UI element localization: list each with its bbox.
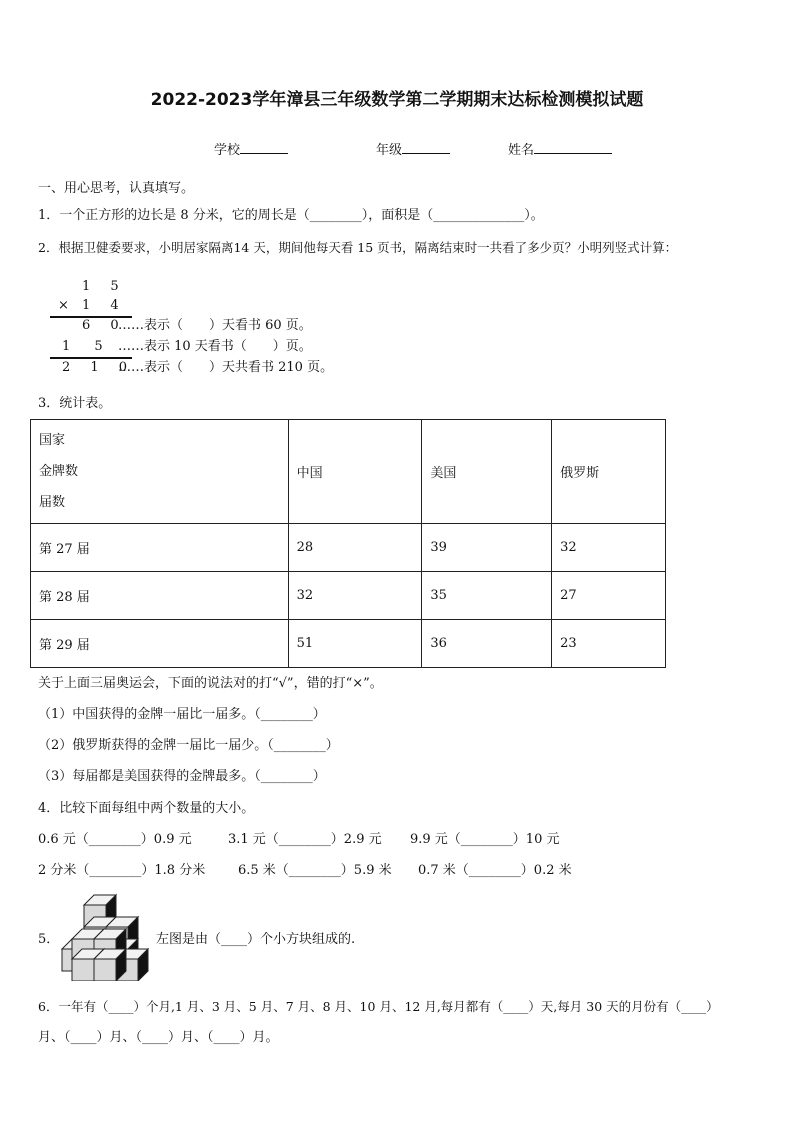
diagonal-header-cell	[31, 420, 289, 524]
row-label: 第 28 届	[31, 572, 289, 620]
compare-item: 0.7 米（________）0.2 米	[418, 863, 572, 878]
table-header-row	[31, 420, 666, 524]
question-5-text: 左图是由（____）个小方块组成的.	[156, 932, 356, 947]
times-sign: ×	[58, 298, 69, 313]
name-label: 姓名	[508, 143, 535, 158]
question-4: 4．比较下面每组中两个数量的大小。	[38, 801, 255, 816]
question-6-line-2: 月、（____）月、（____）月、（____）月。	[38, 1030, 279, 1045]
table-cell: 32	[552, 524, 666, 572]
question-2: 2．根据卫健委要求，小明居家隔离14 天，期间他每天看 15 页书，隔离结束时一共看了多少页？小明列竖式计算：	[38, 240, 678, 255]
grade-field	[376, 140, 450, 159]
column-header-usa: 美国	[422, 420, 552, 524]
column-header-russia: 俄罗斯	[552, 420, 666, 524]
vm-row-4: 1 5	[62, 339, 113, 354]
page-title: 2022-2023学年漳县三年级数学第二学期期末达标检测模拟试题	[150, 90, 644, 110]
grade-blank[interactable]	[402, 140, 450, 154]
table-cell: 51	[288, 620, 422, 668]
table-cell: 36	[422, 620, 552, 668]
vm-row-3: 6 0	[82, 318, 127, 333]
question-3-intro: 关于上面三届奥运会，下面的说法对的打“√”，错的打“×”。	[38, 676, 383, 691]
vm-note-3: ……表示（ ）天看书 60 页。	[118, 318, 312, 333]
table-cell: 39	[422, 524, 552, 572]
medal-table	[30, 419, 666, 668]
question-5-number: 5．	[38, 932, 60, 947]
question-3-item-1: （1）中国获得的金牌一届比一届多。（________）	[38, 707, 326, 722]
vm-divider-2	[50, 357, 132, 359]
question-3-item-3: （3）每届都是美国获得的金牌最多。（________）	[38, 769, 326, 784]
compare-item: 3.1 元（________）2.9 元	[228, 832, 382, 847]
cube-stack-icon	[58, 893, 154, 981]
row-label: 第 27 届	[31, 524, 289, 572]
header-edition: 届数	[39, 495, 66, 510]
table-row	[31, 620, 666, 668]
compare-item: 2 分米（________）1.8 分米	[38, 863, 206, 878]
question-6-line-1: 6．一年有（____）个月,1 月、3 月、5 月、7 月、8 月、10 月、12 月,每月都有（____）天,每月 30 天的月份有（____）	[38, 999, 719, 1014]
header-country: 国家	[39, 433, 66, 448]
table-row	[31, 524, 666, 572]
section-heading: 一、用心思考，认真填写。	[38, 181, 195, 196]
table-cell: 23	[552, 620, 666, 668]
vm-row-1: 1 5	[82, 279, 127, 294]
vm-note-5: ……表示（ ）天共看书 210 页。	[118, 360, 334, 375]
vm-note-4: ……表示 10 天看书（ ）页。	[118, 339, 312, 354]
name-blank[interactable]	[534, 140, 612, 154]
name-field	[508, 140, 612, 159]
table-row	[31, 572, 666, 620]
row-label: 第 29 届	[31, 620, 289, 668]
question-3: 3．统计表。	[38, 396, 112, 411]
vm-row-2: 1 4	[82, 298, 127, 313]
compare-item: 9.9 元（________）10 元	[410, 832, 560, 847]
question-1: 1．一个正方形的边长是 8 分米，它的周长是（________），面积是（______________）。	[38, 208, 544, 223]
header-medals: 金牌数	[39, 464, 79, 479]
table-cell: 27	[552, 572, 666, 620]
vm-row-5: 2 1 0	[62, 360, 136, 375]
school-label: 学校	[214, 143, 241, 158]
table-cell: 28	[288, 524, 422, 572]
compare-item: 0.6 元（________）0.9 元	[38, 832, 192, 847]
cube-stack-image	[58, 893, 154, 981]
question-3-item-2: （2）俄罗斯获得的金牌一届比一届少。（________）	[38, 738, 339, 753]
table-cell: 32	[288, 572, 422, 620]
table-cell: 35	[422, 572, 552, 620]
school-field	[214, 140, 288, 159]
compare-item: 6.5 米（________）5.9 米	[238, 863, 392, 878]
column-header-china: 中国	[288, 420, 422, 524]
school-blank[interactable]	[240, 140, 288, 154]
grade-label: 年级	[376, 143, 403, 158]
